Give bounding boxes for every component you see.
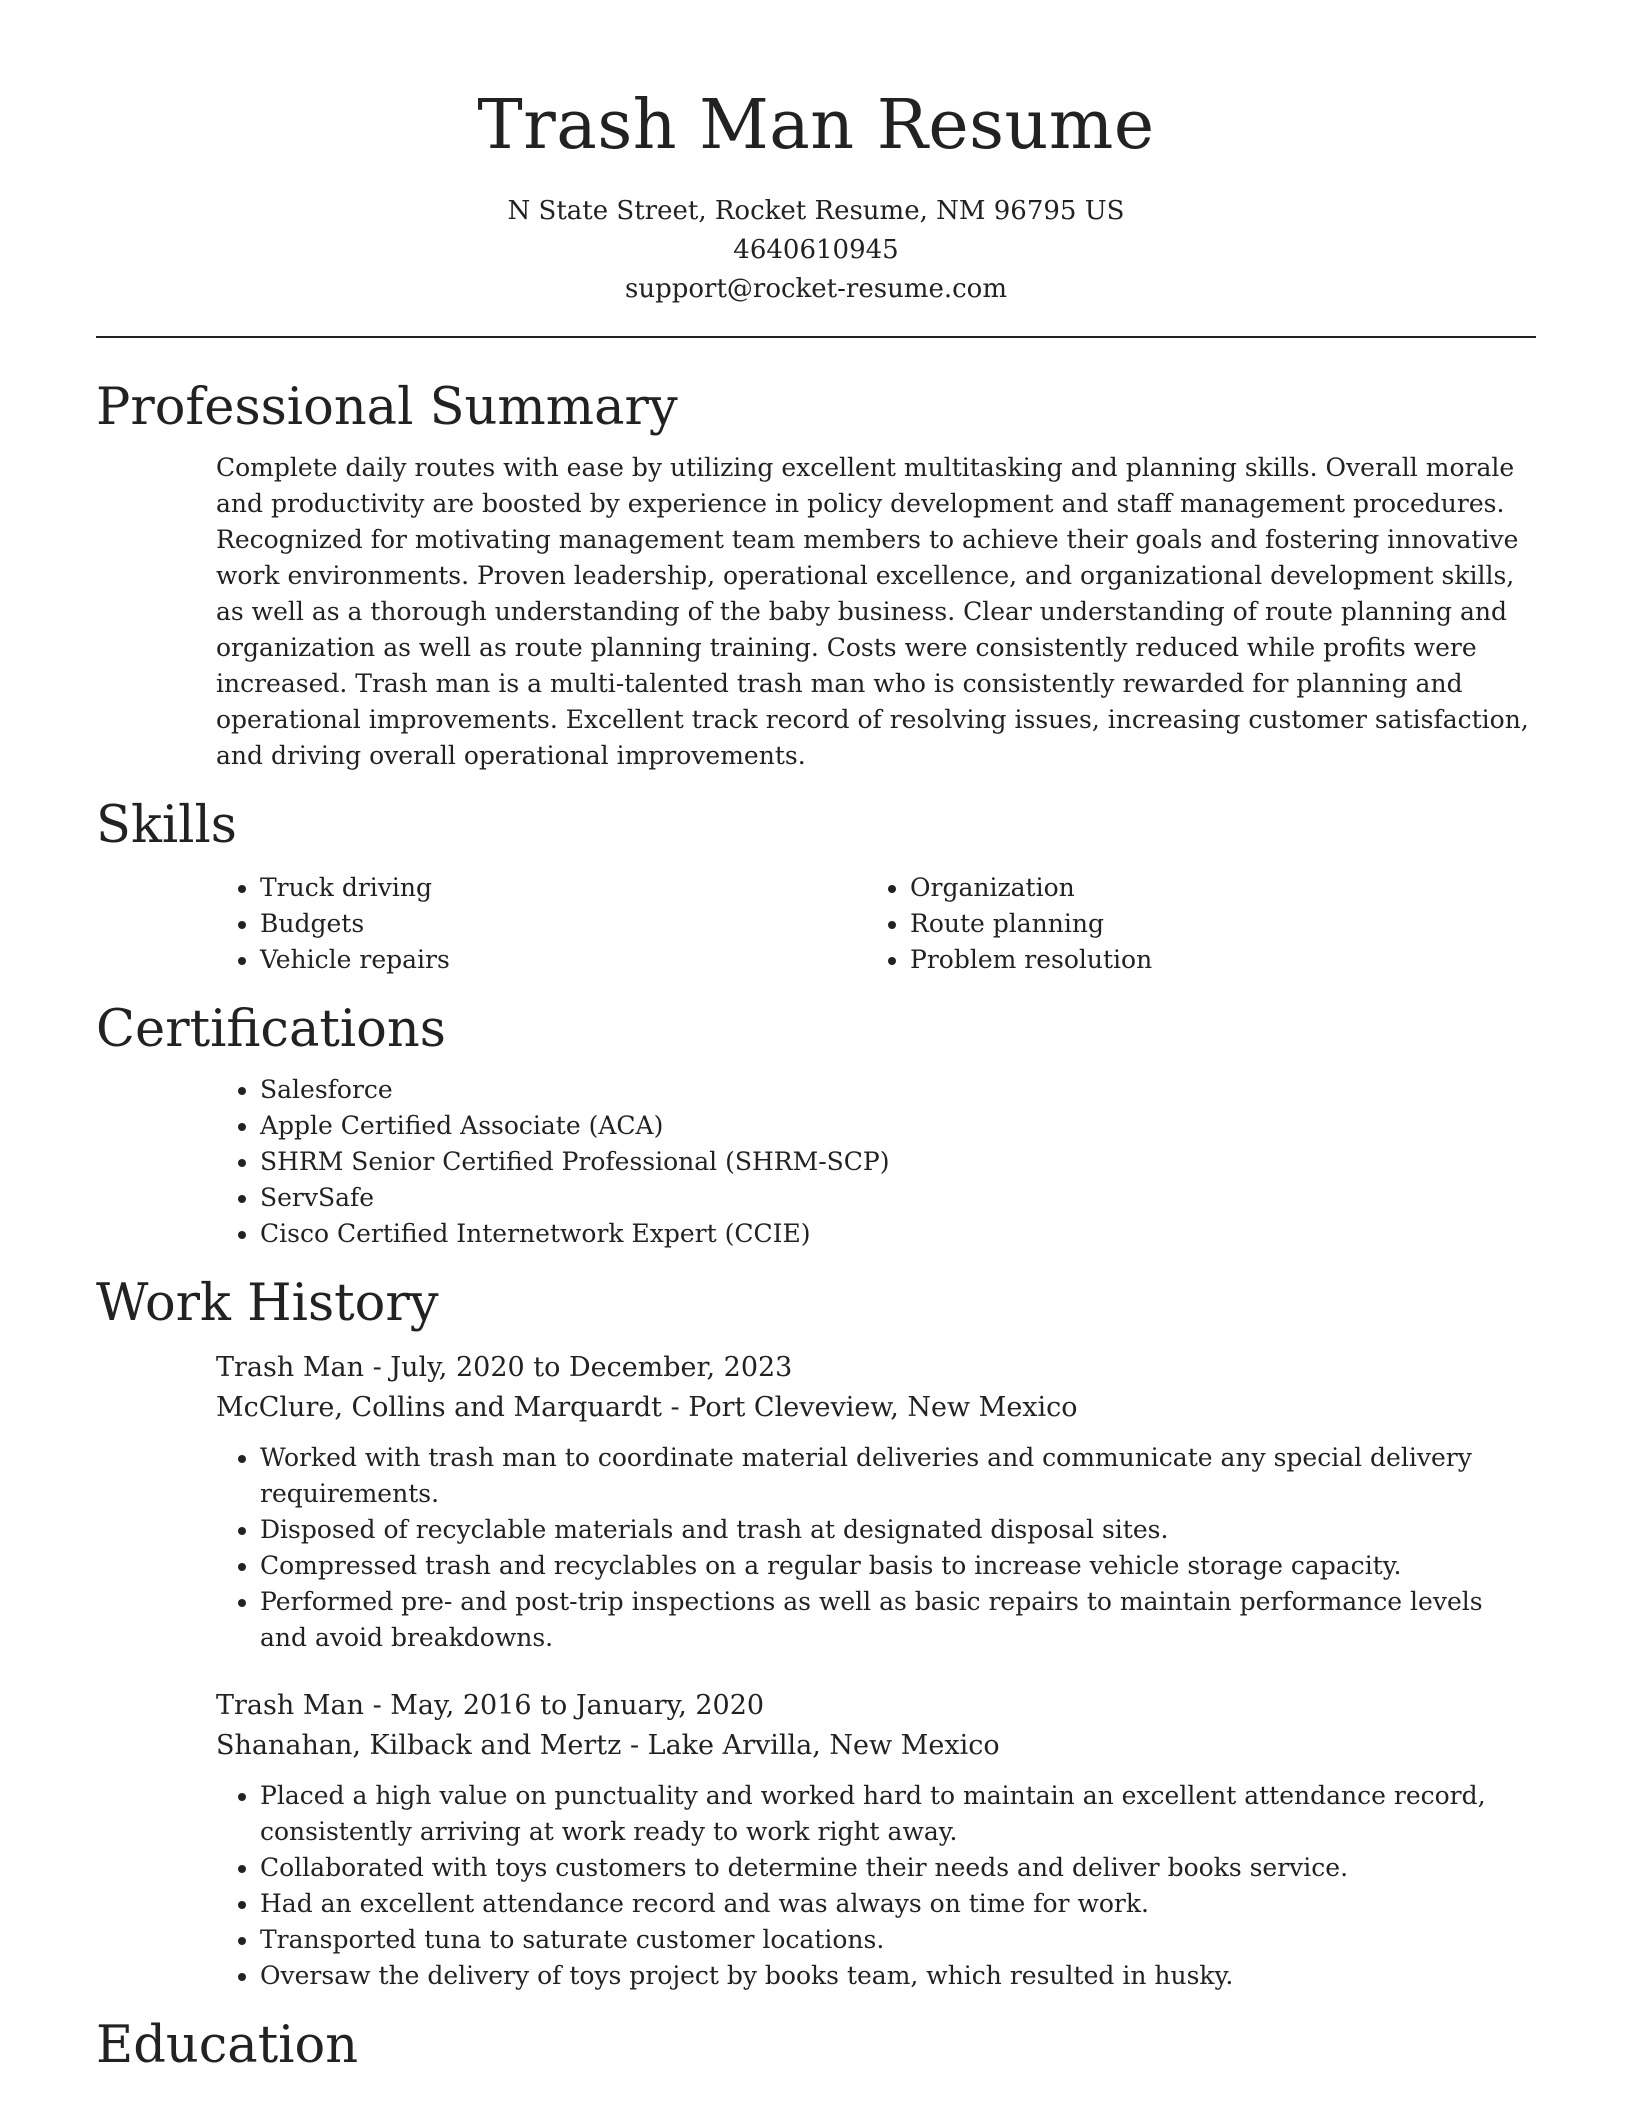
- summary-heading: Professional Summary: [96, 378, 678, 437]
- skill-item: • Truck driving: [260, 870, 866, 906]
- summary-text: Complete daily routes with ease by utilizing excellent multitasking and planning skills. Overall morale and productivity are boosted by experience in policy development and staff management procedures. Recognized for motivating management team members to achieve their goals and fostering innovative work environments. Proven leadership, operational excellence, and organizational development skills, as well as a thorough understanding of the baby business. Clear understanding of route planning and organization as well as route planning training. Costs were consistently reduced while profits were increased. Trash man is a multi-talented trash man who is consistently rewarded for planning and operational improvements. Excellent track record of resolving issues, increasing customer satisfaction, and driving overall operational improvements.: [216, 453, 1529, 770]
- job-title-line: Trash Man - May, 2016 to January, 2020: [216, 1690, 765, 1721]
- job-bullet: • Performed pre- and post-trip inspections as well as basic repairs to maintain performance levels and avoid breakdowns.: [260, 1584, 1536, 1656]
- skill-item: • Budgets: [260, 906, 866, 942]
- contact-block: [96, 192, 1536, 309]
- job-role: Trash Man: [216, 1690, 364, 1721]
- job-title-line: Trash Man - July, 2020 to December, 2023: [216, 1352, 793, 1383]
- summary-section: [96, 378, 1536, 774]
- certification-item: • Apple Certified Associate (ACA): [260, 1108, 1536, 1144]
- work-history-section: [96, 1274, 1536, 1994]
- job-dates: May, 2016 to January, 2020: [390, 1690, 765, 1721]
- job-bullet: • Oversaw the delivery of toys project by books team, which resulted in husky.: [260, 1958, 1536, 1994]
- certifications-heading: Certifications: [96, 1000, 446, 1059]
- job-bullet: • Disposed of recyclable materials and trash at designated disposal sites.: [260, 1512, 1536, 1548]
- skills-column-right: [866, 870, 1516, 978]
- header-divider: [96, 336, 1536, 338]
- work-history-heading: Work History: [96, 1274, 439, 1333]
- skills-section: [96, 796, 1536, 978]
- skill-item: • Organization: [910, 870, 1516, 906]
- certification-item: • Cisco Certified Internetwork Expert (CCIE): [260, 1216, 1536, 1252]
- job-role: Trash Man: [216, 1352, 364, 1383]
- job-bullet: • Worked with trash man to coordinate material deliveries and communicate any special delivery requirements.: [260, 1440, 1536, 1512]
- job-company: Shanahan, Kilback and Mertz: [216, 1730, 622, 1761]
- skill-item: • Problem resolution: [910, 942, 1516, 978]
- job-entry: [216, 1686, 1536, 1994]
- education-section: [96, 2016, 1536, 2076]
- job-bullet: • Compressed trash and recyclables on a regular basis to increase vehicle storage capacity.: [260, 1548, 1536, 1584]
- job-bullet: • Placed a high value on punctuality and worked hard to maintain an excellent attendance record, consistently arriving at work ready to work right away.: [260, 1778, 1536, 1850]
- resume-header: [96, 0, 1536, 309]
- resume-name: Trash Man Resume: [477, 86, 1155, 165]
- job-dates: July, 2020 to December, 2023: [390, 1352, 793, 1383]
- job-bullet: • Transported tuna to saturate customer locations.: [260, 1922, 1536, 1958]
- certification-item: • Salesforce: [260, 1072, 1536, 1108]
- certification-item: • ServSafe: [260, 1180, 1536, 1216]
- phone: 4640610945: [733, 235, 899, 265]
- skill-item: • Vehicle repairs: [260, 942, 866, 978]
- email: support@rocket-resume.com: [624, 274, 1007, 304]
- education-heading: Education: [96, 2016, 359, 2075]
- job-bullet: • Collaborated with toys customers to determine their needs and deliver books service.: [260, 1850, 1536, 1886]
- job-company: McClure, Collins and Marquardt: [216, 1392, 662, 1423]
- skills-column-left: [216, 870, 866, 978]
- job-entry: [216, 1348, 1536, 1656]
- job-location: Lake Arvilla, New Mexico: [647, 1730, 1000, 1761]
- job-company-line: Shanahan, Kilback and Mertz - Lake Arvilla, New Mexico: [216, 1730, 1000, 1761]
- certifications-section: [96, 1000, 1536, 1252]
- resume-page: [96, 0, 1536, 2076]
- job-bullet: • Had an excellent attendance record and was always on time for work.: [260, 1886, 1536, 1922]
- skills-heading: Skills: [96, 796, 237, 855]
- job-company-line: McClure, Collins and Marquardt - Port Cleveview, New Mexico: [216, 1392, 1078, 1423]
- address: N State Street, Rocket Resume, NM 96795 US: [507, 196, 1125, 226]
- skill-item: • Route planning: [910, 906, 1516, 942]
- certification-item: • SHRM Senior Certified Professional (SHRM-SCP): [260, 1144, 1536, 1180]
- job-location: Port Cleveview, New Mexico: [688, 1392, 1078, 1423]
